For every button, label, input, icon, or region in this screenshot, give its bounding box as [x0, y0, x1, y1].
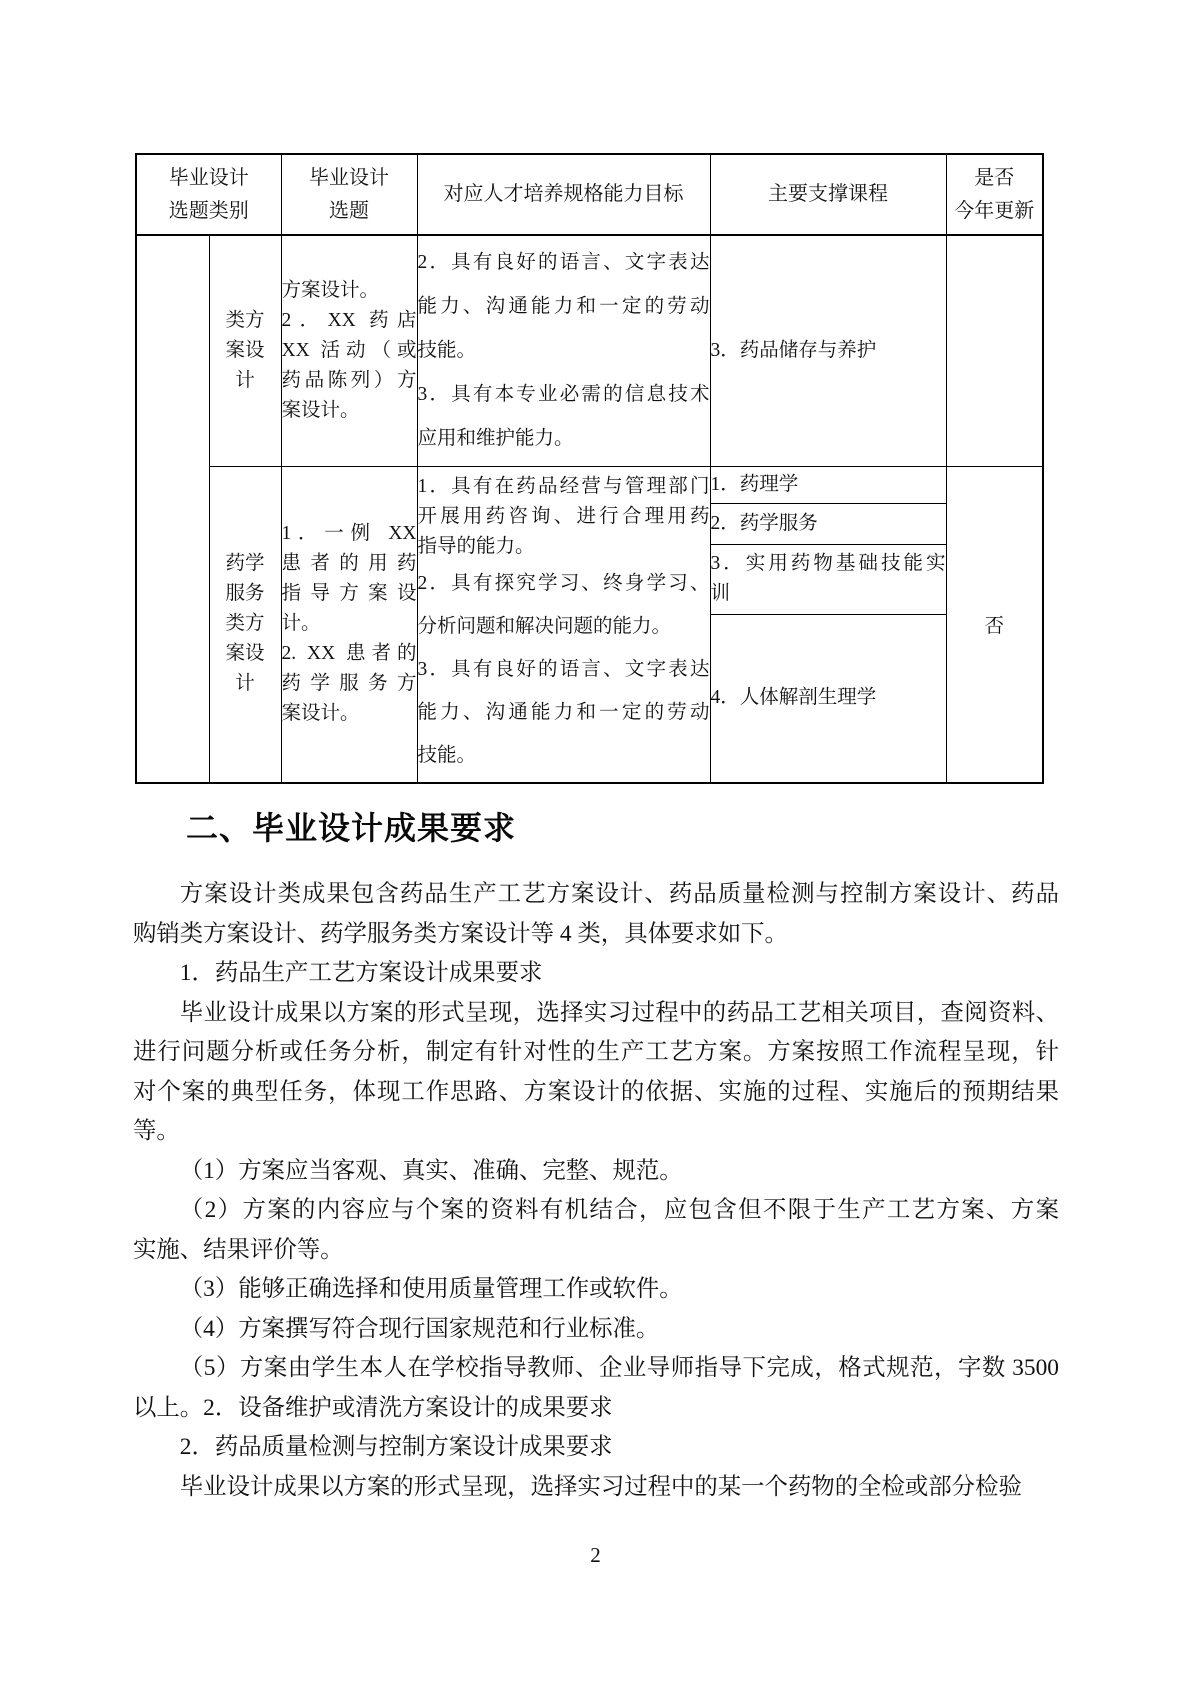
text-line: 4．人体解剖生理学 [710, 687, 877, 709]
text-line: 药学服务方 [281, 673, 417, 695]
text-line: 案设计。 [281, 399, 360, 421]
paragraph [711, 549, 946, 609]
text-line: 服务 [225, 583, 265, 605]
text-line: 购销类方案设计、药学服务类方案设计等 4 类，具体要求如下。 [133, 920, 788, 947]
text-line: 3．实用药物基础技能实 [710, 553, 946, 574]
text-line: 应用和维护能力。 [417, 427, 574, 449]
paragraph [133, 875, 1059, 954]
text-line: 药品陈列）方 [281, 369, 417, 391]
text-line: 等。 [133, 1118, 180, 1144]
paragraph [282, 639, 417, 729]
text-line: 类方 [225, 613, 265, 635]
text-line: 分析问题和解决问题的能力。 [417, 615, 672, 637]
ability-cell [417, 466, 710, 783]
text-line: 实施、结果评价等。 [133, 1236, 344, 1263]
text-line: 今年更新 [954, 199, 1035, 222]
text-line: 技能。 [417, 339, 477, 361]
text-line: 计 [235, 673, 255, 695]
text-line: 对个案的典型任务，体现工作思路、方案设计的依据、实施的过程、实施后的预期结果 [133, 1078, 1059, 1105]
paragraph [133, 1349, 1059, 1428]
paragraph [418, 648, 710, 777]
text-line: 对应人才培养规格能力目标 [443, 183, 684, 205]
text-line: 开展用药咨询、进行合理用药 [417, 505, 710, 527]
ability-cell [417, 235, 710, 466]
text-line: 3．具有良好的语言、文字表达 [417, 658, 710, 680]
paragraph [711, 509, 946, 539]
text-line: 3．药品储存与养护 [710, 339, 877, 361]
paragraph [133, 994, 1059, 1152]
table-row [136, 466, 1043, 503]
category-cell [209, 235, 281, 466]
text-line: 毕业设计 [309, 166, 389, 189]
paragraph [133, 1270, 1059, 1310]
paragraph [711, 336, 946, 366]
page-number: 2 [590, 1543, 601, 1567]
text-line: 选题类别 [168, 199, 249, 222]
text-line: 患者的用药 [281, 553, 417, 575]
paragraph [133, 1310, 1059, 1350]
text-line: 案设计。 [281, 703, 360, 725]
text-line: 选题 [329, 199, 369, 222]
header-supporting-courses [710, 154, 946, 235]
paragraph [133, 1152, 1059, 1192]
paragraph [282, 276, 417, 306]
text-line: 能力、沟通能力和一定的劳动 [417, 295, 710, 317]
text-line: 2．药学服务 [710, 512, 818, 534]
paragraph [282, 519, 417, 639]
paragraph [282, 306, 417, 426]
text-line: 方案设计。 [281, 279, 380, 301]
text-line: 指导的能力。 [417, 535, 535, 557]
header-topic-category [136, 154, 281, 235]
paragraph [133, 954, 1059, 994]
topic-cell [281, 235, 417, 466]
text-line: 方案设计类成果包含药品生产工艺方案设计、药品质量检测与控制方案设计、药品 [179, 881, 1059, 907]
course-cell [710, 235, 946, 466]
text-line: 2. XX 患者的 [281, 643, 417, 665]
text-line: （5）方案由学生本人在学校指导教师、企业导师指导下完成，格式规范，字数 3500 [179, 1355, 1059, 1381]
text-line: 进行问题分析或任务分析，制定有针对性的生产工艺方案。方案按照工作流程呈现，针 [133, 1039, 1059, 1065]
text-line: 1．药品生产工艺方案设计成果要求 [179, 960, 543, 986]
table-row [136, 235, 1043, 466]
course-cell [710, 466, 946, 503]
paragraph [133, 1191, 1059, 1270]
text-line: 2．具有良好的语言、文字表达 [417, 251, 710, 273]
text-line: 计。 [281, 613, 321, 635]
header-topic [281, 154, 417, 235]
text-line: 是否 [974, 166, 1015, 189]
course-cell [710, 544, 946, 614]
text-line: 1．药理学 [710, 473, 799, 495]
header-ability-goals [417, 154, 710, 235]
topic-cell [281, 466, 417, 783]
text-line: 毕业设计成果以方案的形式呈现，选择实习过程中的药品工艺相关项目，查阅资料、 [179, 999, 1059, 1026]
updated-cell: 否 [946, 466, 1043, 783]
text-line: 毕业设计 [168, 166, 249, 189]
text-line: 类方 [225, 309, 265, 331]
paragraph [711, 470, 946, 500]
course-cell [710, 614, 946, 783]
paragraph [418, 472, 710, 562]
paragraph [418, 373, 710, 461]
category-group-spacer-cell [136, 235, 209, 783]
text-line: 2．药品质量检测与控制方案设计成果要求 [179, 1434, 613, 1460]
header-updated-this-year [946, 154, 1043, 235]
paragraph [711, 683, 946, 713]
graduation-design-topics-table [135, 153, 1044, 784]
text-line: 指导方案设 [281, 583, 417, 605]
text-line: （2）方案的内容应与个案的资料有机结合，应包含但不限于生产工艺方案、方案 [179, 1197, 1059, 1223]
text-line: 毕业设计成果以方案的形式呈现，选择实习过程中的某一个药物的全检或部分检验 [179, 1473, 1022, 1500]
text-line: 3．具有本专业必需的信息技术 [417, 383, 710, 405]
course-cell [710, 503, 946, 544]
section-heading: 二、毕业设计成果要求 [186, 810, 517, 846]
text-line: XX 活动（或 [281, 339, 417, 361]
text-line: 2．具有探究学习、终身学习、 [417, 572, 710, 594]
text-line: 药学 [225, 553, 265, 575]
text-line: （1）方案应当客观、真实、准确、完整、规范。 [179, 1157, 683, 1184]
text-line: 训 [710, 583, 731, 604]
text-line: 以上。2．设备维护或清洗方案设计的成果要求 [133, 1394, 613, 1421]
text-line: 案设 [225, 643, 265, 665]
updated-cell [946, 235, 1043, 466]
table-header-row [136, 154, 1043, 235]
text-line: 技能。 [417, 744, 477, 766]
document-body-text [133, 875, 1059, 1507]
text-line: 案设 [225, 339, 265, 361]
paragraph [133, 1428, 1059, 1468]
text-line: 能力、沟通能力和一定的劳动 [417, 701, 710, 723]
paragraph [418, 562, 710, 648]
paragraph [418, 241, 710, 373]
text-line: 主要支撑课程 [768, 183, 888, 205]
paragraph [133, 1468, 1059, 1508]
text-line: 计 [235, 369, 255, 391]
text-line: 2．XX 药店 [281, 309, 417, 331]
text-line: 1．一例 XX [281, 523, 417, 545]
text-line: 1．具有在药品经营与管理部门 [417, 475, 710, 497]
text-line: （4）方案撰写符合现行国家规范和行业标准。 [179, 1315, 660, 1342]
category-cell [209, 466, 281, 783]
text-line: （3）能够正确选择和使用质量管理工作或软件。 [179, 1276, 683, 1302]
